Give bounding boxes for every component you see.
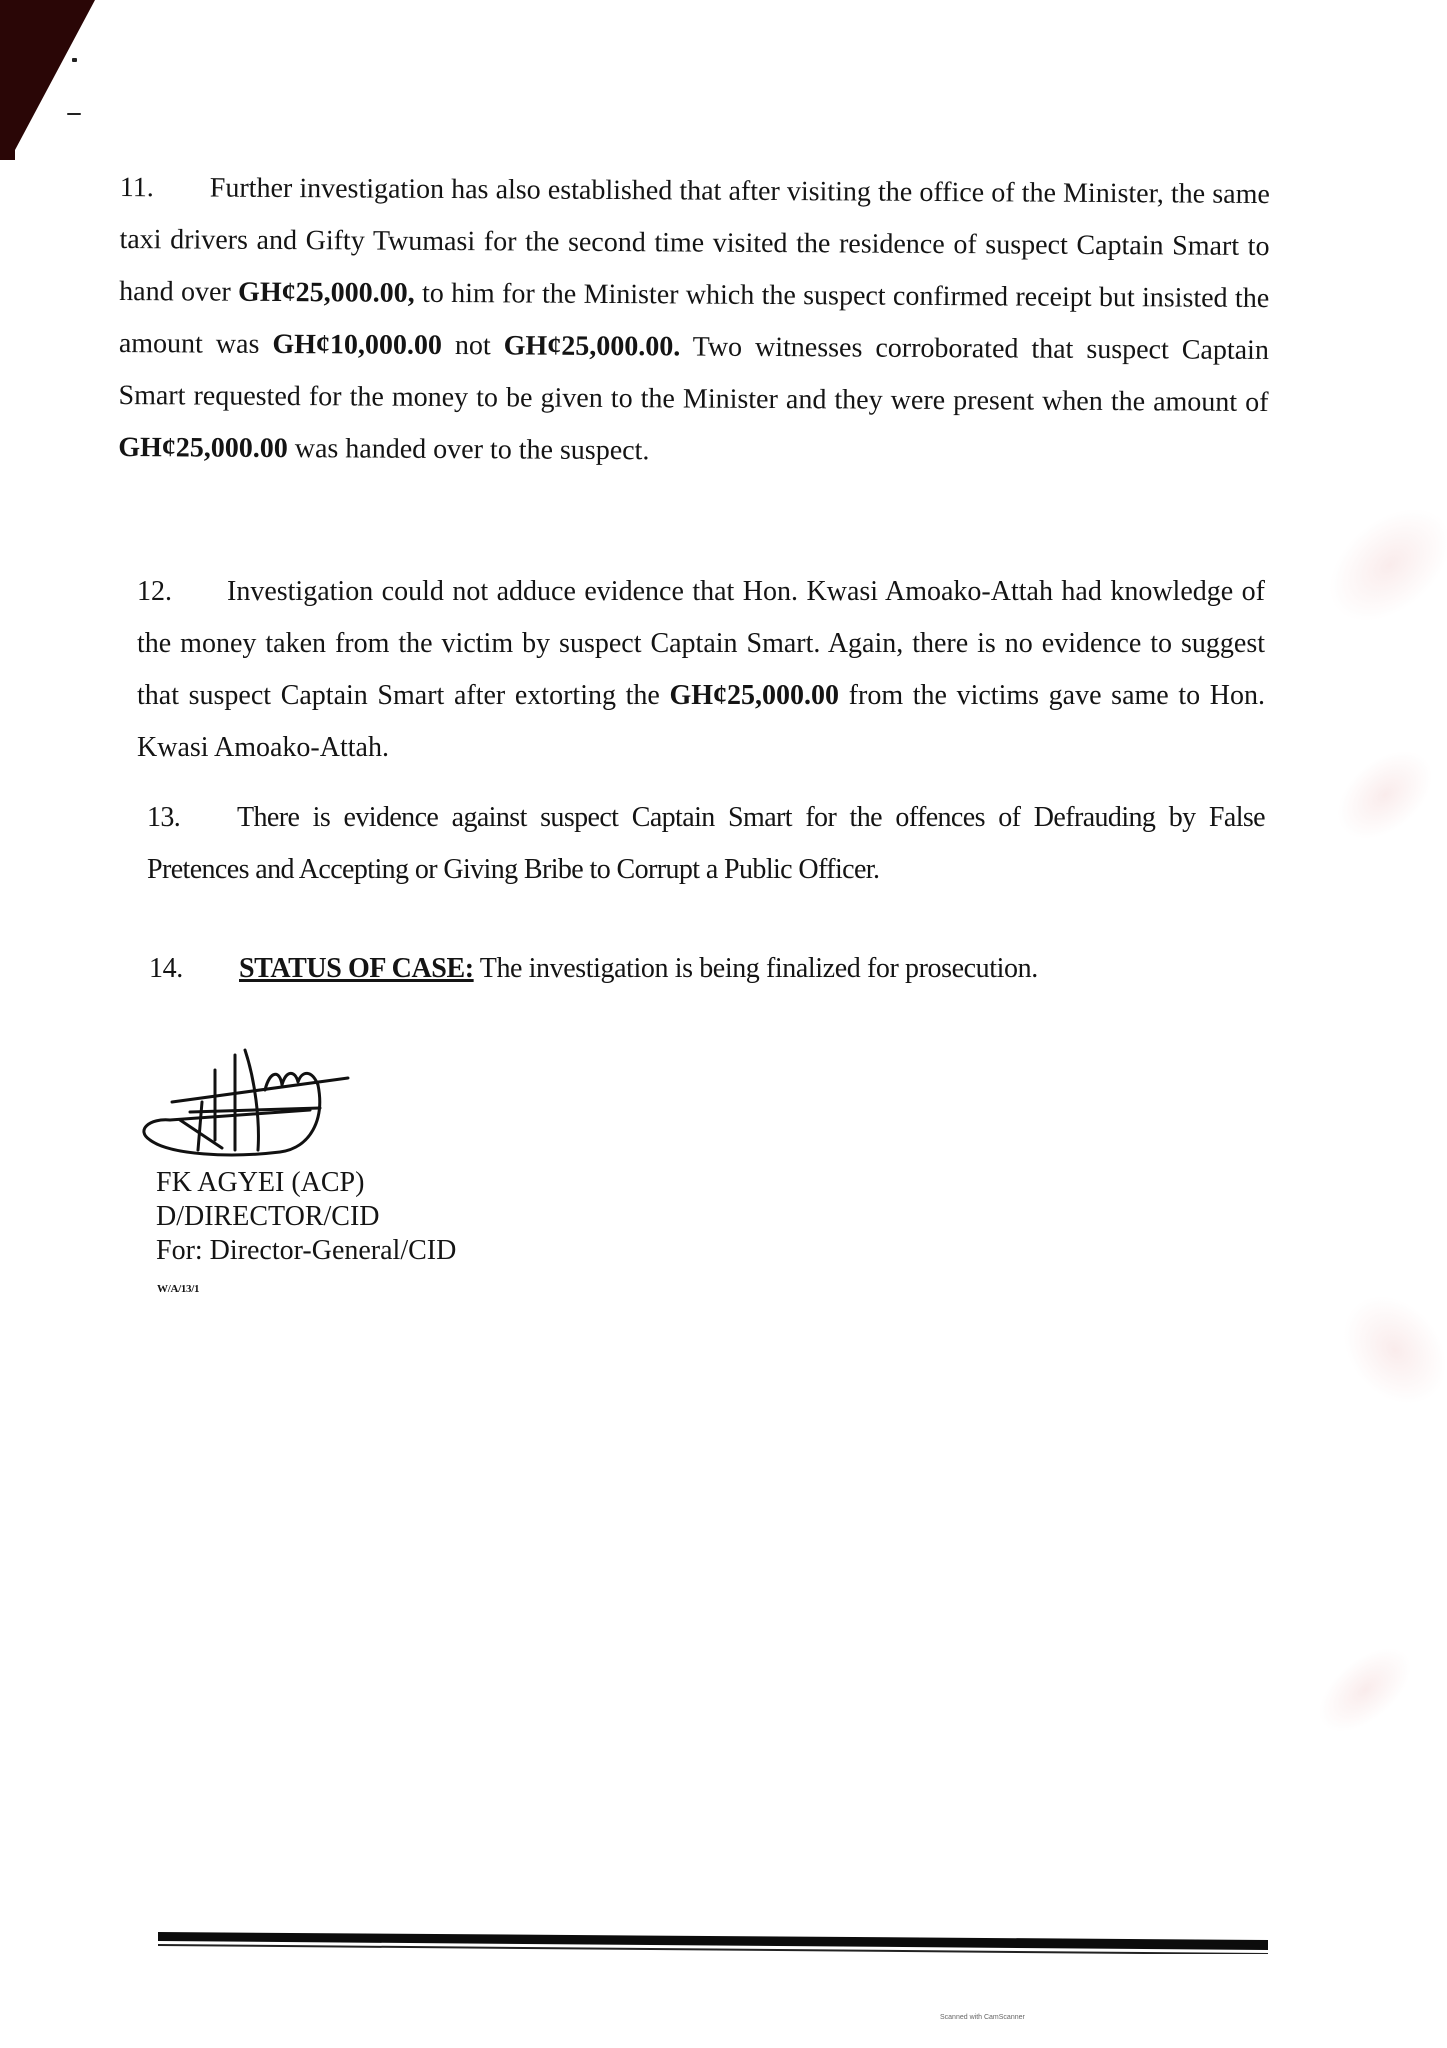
paragraph-number: 13. (147, 802, 181, 833)
paragraph-number: 12. (137, 576, 172, 607)
paragraph-13 (147, 792, 1265, 896)
amount-bold: GH¢25,000.00, (238, 276, 415, 309)
scan-corner-shadow (0, 0, 120, 160)
reference-code: W/A/13/1 (157, 1283, 200, 1295)
paragraph-text: to him for the Minister which the suspect confirmed receipt but insisted the amount was (118, 277, 1270, 360)
scanner-watermark: Scanned with CamScanner (940, 2014, 1025, 2021)
paragraph-14-status (149, 943, 1267, 995)
status-text: The investigation is being finalized for prosecution. (473, 953, 1038, 984)
signatory-block (156, 1166, 456, 1268)
paragraph-text: was handed over to the suspect. (287, 433, 650, 467)
paragraph-12 (137, 566, 1265, 774)
amount-bold: GH¢10,000.00 (272, 328, 443, 361)
amount-bold: GH¢25,000.00 (118, 431, 288, 465)
scan-smudge (1307, 486, 1447, 645)
paragraph-text: Investigation could not adduce evidence that Hon. Kwasi Amoako-Attah had knowledge of the money taken from the victim by suspect Captain Smart. Again, there is no evidence to suggest that suspect Captain Smart after extorting the (137, 576, 1265, 711)
signatory-name: FK AGYEI (ACP) (156, 1167, 365, 1198)
amount-bold: GH¢25,000.00 (669, 680, 840, 711)
footer-rule (158, 1930, 1268, 1954)
scan-speck (72, 58, 77, 62)
signature-icon (130, 1040, 370, 1170)
scan-speck (67, 113, 81, 115)
scan-smudge (1304, 1632, 1427, 1749)
paragraph-text: Further investigation has also established that after visiting the office of the Minister, the same taxi drivers and Gifty Twumasi for the second time visited the residence of suspect Captain Smart to hand over (119, 172, 1270, 308)
paragraph-text: Two witnesses corroborated that suspect Captain Smart requested for the money to be given to the Minister and they were present when the amount of (118, 331, 1269, 419)
paragraph-number: 14. (149, 953, 183, 984)
paragraph-text: There is evidence against suspect Captain Smart for the offences of Defrauding by False Pretences and Accepting or Giving Bribe to Corrupt a Public Officer. (147, 802, 1265, 885)
scan-smudge (1320, 733, 1447, 857)
paragraph-text: not (441, 329, 504, 362)
paragraph-text: from the victims gave same to Hon. Kwasi Amoako-Attah. (137, 680, 1265, 763)
paragraph-number: 11. (119, 171, 154, 204)
signatory-title: D/DIRECTOR/CID (156, 1201, 380, 1232)
amount-bold: GH¢25,000.00. (503, 330, 681, 363)
paragraph-11 (118, 162, 1270, 481)
status-label: STATUS OF CASE: (239, 953, 474, 984)
scan-smudge (1322, 1275, 1447, 1425)
signatory-for-line: For: Director-General/CID (156, 1235, 457, 1266)
